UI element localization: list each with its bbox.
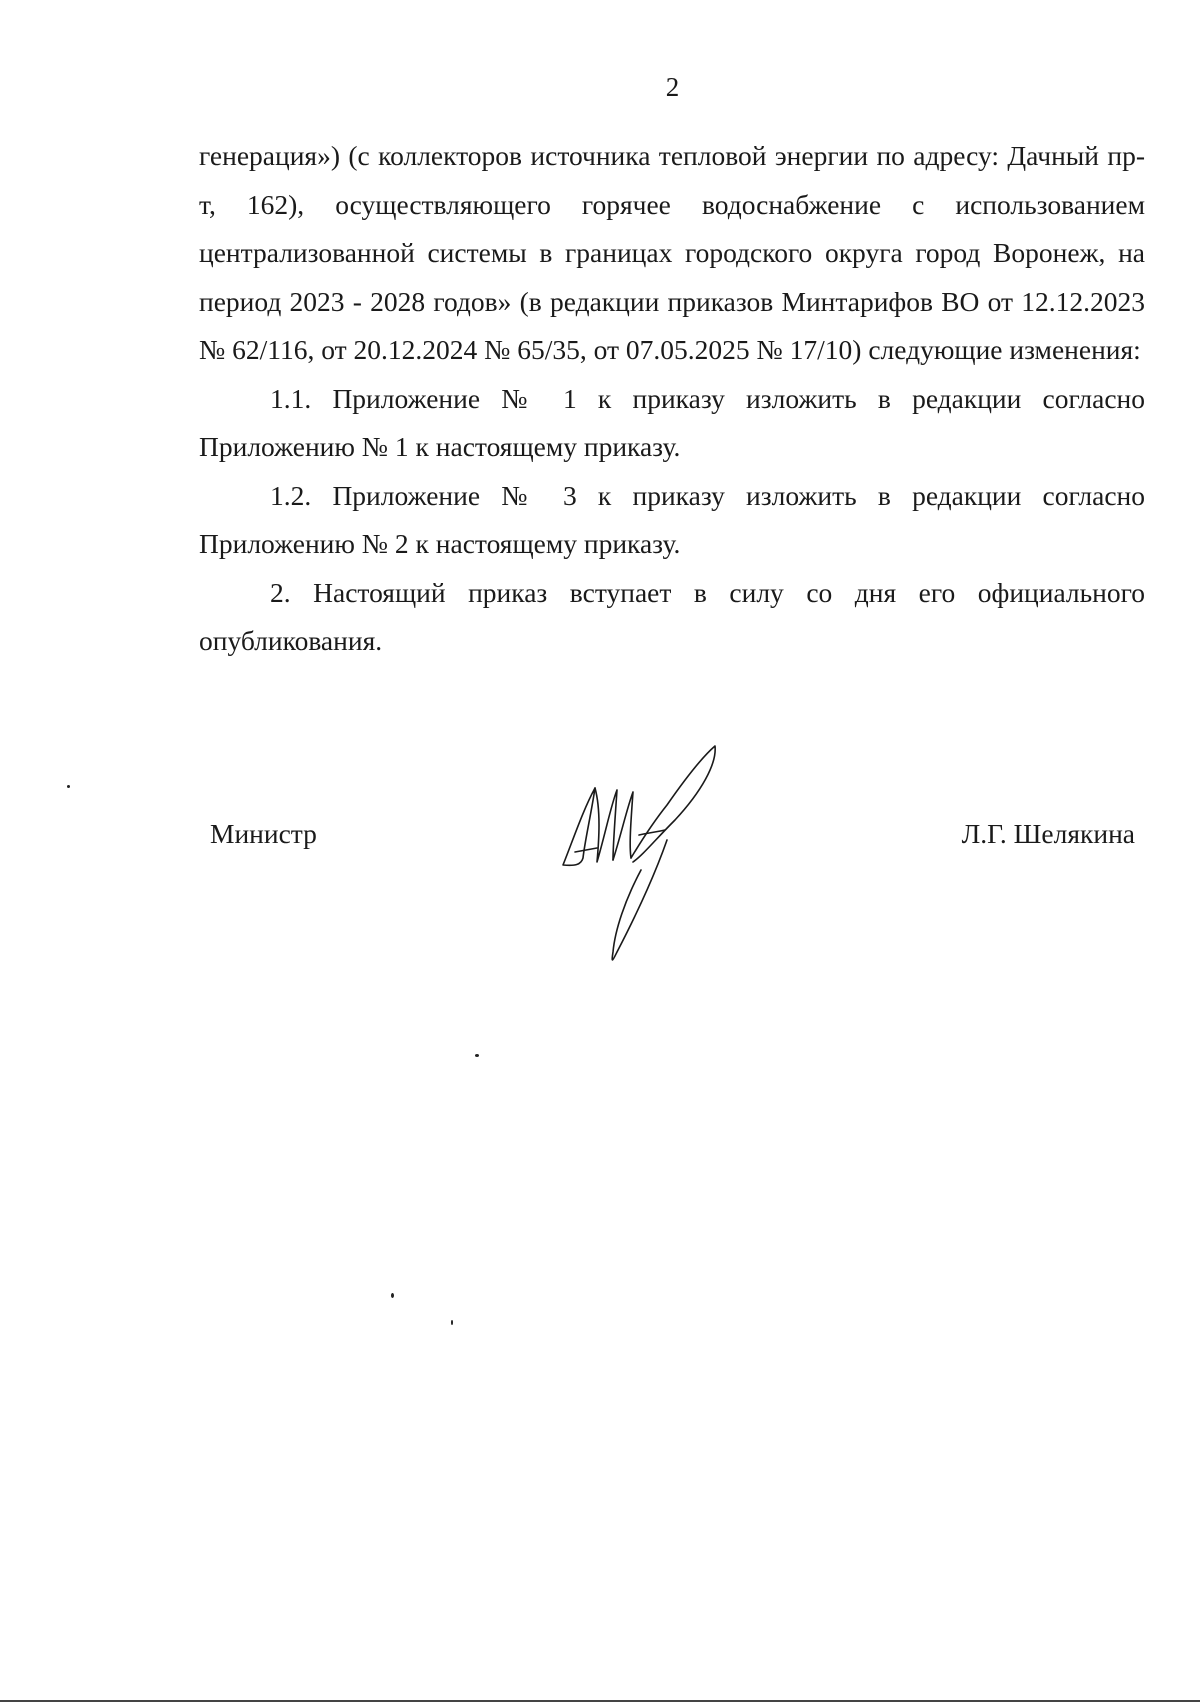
- paragraph-item-2: 2. Настоящий приказ вступает в силу со дня его официального опубликования.: [199, 576, 1145, 656]
- handwritten-signature: [555, 740, 735, 970]
- scan-speck: [475, 1054, 479, 1057]
- document-body: [199, 132, 1145, 666]
- page-bottom-edge: [0, 1700, 1200, 1702]
- page-number: 2: [665, 72, 680, 102]
- paragraph-item-1-1: 1.1. Приложение № 1 к приказу изложить в редакции согласно Приложению № 1 к настоящему приказу.: [199, 382, 1145, 462]
- paragraph-item-1-2: 1.2. Приложение № 3 к приказу изложить в редакции согласно Приложению № 2 к настоящему приказу.: [199, 479, 1145, 559]
- scan-speck: [391, 1293, 394, 1298]
- scan-speck: [451, 1320, 453, 1325]
- signatory-title: Министр: [210, 818, 317, 849]
- paragraph-continuation: генерация») (с коллекторов источника тепловой энергии по адресу: Дачный пр-т, 162), осуществляющего горячее водоснабжение с использованием централизованной системы в границах городского округа город Воронеж, на период 2023 - 2028 годов» (в редакции приказов Минтарифов ВО от 12.12.2023 № 62/116, от 20.12.2024 № 65/35, от 07.05.2025 № 17/10) следующие изменения:: [199, 140, 1145, 365]
- signatory-name: Л.Г. Шелякина: [961, 818, 1135, 849]
- scan-speck: [67, 785, 70, 788]
